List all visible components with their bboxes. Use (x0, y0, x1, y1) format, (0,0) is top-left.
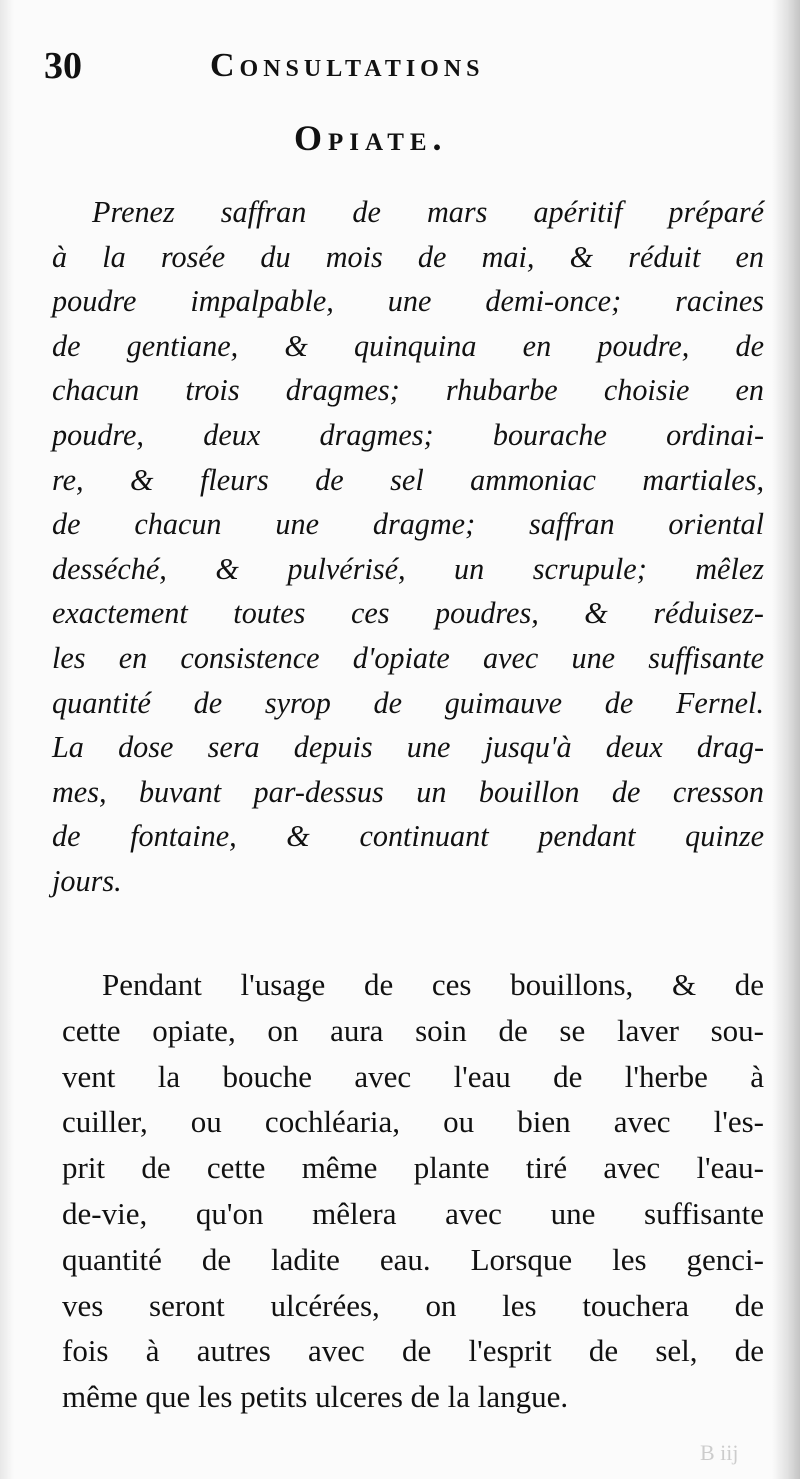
text-line: vent la bouche avec l'eau de l'herbe à (62, 1058, 764, 1094)
text-line: ves seront ulcérées, on les touchera de (62, 1287, 764, 1323)
text-line: mes, buvant par-dessus un bouillon de cresson (52, 774, 764, 809)
text-line: re, & fleurs de sel ammoniac martiales, (52, 462, 764, 497)
text-line: jours. (52, 863, 122, 898)
text-line: Pendant l'usage de ces bouillons, & de (102, 967, 764, 1002)
text-line: Prenez saffran de mars apéritif préparé (92, 195, 764, 229)
section-title: Opiate. (294, 118, 448, 158)
running-title: Consultations (210, 47, 485, 84)
text-line: desséché, & pulvérisé, un scrupule; mêlez (52, 551, 764, 586)
text-line: prit de cette même plante tiré avec l'eau- (62, 1150, 764, 1186)
text-line: cette opiate, on aura soin de se laver sou- (62, 1012, 764, 1048)
text-line: fois à autres avec de l'esprit de sel, de (62, 1333, 764, 1369)
body-paragraph (62, 962, 764, 1420)
page-header (44, 42, 784, 92)
recipe-paragraph (52, 190, 764, 904)
text-line: La dose sera depuis une jusqu'à deux drag- (52, 730, 764, 765)
text-line: poudre impalpable, une demi-once; racines (52, 284, 764, 319)
text-line: exactement toutes ces poudres, & réduisez- (52, 596, 764, 631)
text-line: même que les petits ulceres de la langue. (62, 1379, 569, 1415)
text-line: de chacun une dragme; saffran oriental (52, 507, 764, 542)
text-line: quantité de ladite eau. Lorsque les genci- (62, 1241, 764, 1277)
text-line: de gentiane, & quinquina en poudre, de (52, 328, 764, 363)
text-line: poudre, deux dragmes; bourache ordinai- (52, 417, 764, 452)
text-line: les en consistence d'opiate avec une suffisante (52, 640, 764, 675)
text-line: à la rosée du mois de mai, & réduit en (52, 239, 764, 274)
text-line: de fontaine, & continuant pendant quinze (52, 819, 764, 854)
text-line: chacun trois dragmes; rhubarbe choisie en (52, 373, 764, 408)
text-line: quantité de syrop de guimauve de Fernel. (52, 685, 764, 720)
page-number: 30 (44, 45, 82, 87)
page-shadow-right (772, 0, 800, 1479)
page-shadow-left (0, 0, 14, 1479)
text-line: cuiller, ou cochléaria, ou bien avec l'es- (62, 1104, 764, 1140)
signature-mark: B iij (700, 1440, 739, 1465)
text-line: de-vie, qu'on mêlera avec une suffisante (62, 1195, 764, 1231)
